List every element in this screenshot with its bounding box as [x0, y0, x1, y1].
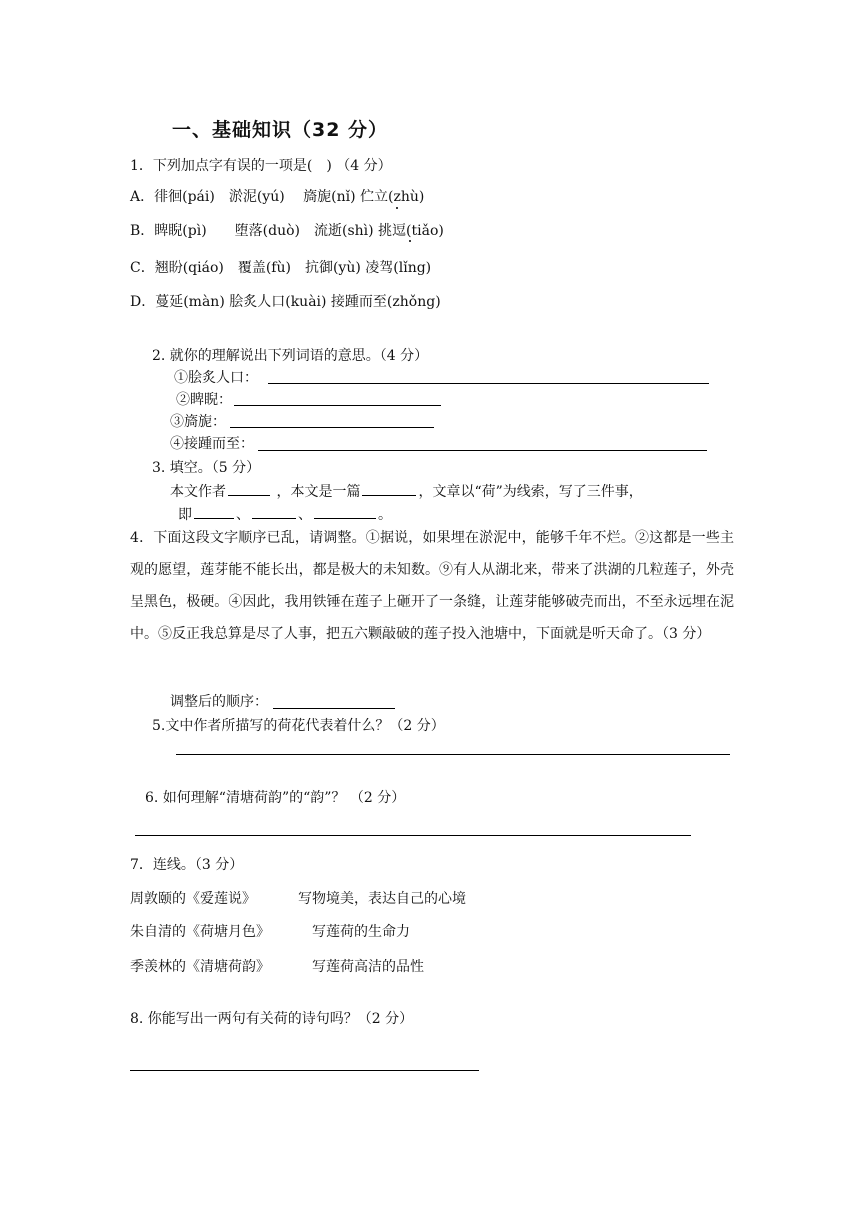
blank[interactable]: [362, 481, 416, 496]
emphasis-dot: [396, 207, 398, 209]
q7-left-1: 周敦颐的《爱莲说》: [130, 891, 256, 907]
q2-item-1: ①脍炙人口：: [174, 370, 258, 386]
q3-stem: 3. 填空。（5 分）: [152, 460, 261, 476]
q4-text: 4．下面这段文字顺序已乱，请调整。①据说，如果埋在淤泥中，能够千年不烂。②这都是一些主观的愿望，莲芽能不能长出，都是极大的未知数。⑨有人从湖北来，带来了洪湖的几粒莲子，外壳呈黑色，极硬。④因此，我用铁锤在莲子上砸开了一条缝，让莲芽能够破壳而出，不至永远埋在泥中。⑤反正我总算是尽了人事，把五六颗敲破的莲子投入池塘中，下面就是听天命了。（3 分）: [130, 530, 734, 642]
q2-item-2: ②睥睨：: [176, 392, 232, 408]
q5-stem: 5.文中作者所描写的荷花代表着什么？（2 分）: [152, 718, 445, 734]
answer-line[interactable]: [234, 405, 441, 406]
q3-text: 即: [178, 507, 192, 523]
q2-item-3: ③旖旎：: [170, 414, 226, 430]
q4-answer-label: 调整后的顺序：: [170, 694, 268, 710]
q7-left-2: 朱自清的《荷塘月色》: [130, 924, 270, 940]
answer-line[interactable]: [130, 1070, 479, 1071]
q3-text: 本文作者: [170, 484, 226, 500]
q2-stem: 2. 就你的理解说出下列词语的意思。（4 分）: [152, 348, 429, 364]
q3-text: 、: [236, 507, 250, 523]
q7-right-3: 写莲荷高洁的品性: [312, 959, 424, 975]
q6-stem: 6. 如何理解“清塘荷韵”的“韵”？ （2 分）: [145, 790, 406, 806]
answer-line[interactable]: [230, 427, 434, 428]
q3-text: ，本文是一篇: [276, 484, 361, 500]
section-title: 一、基础知识（32 分）: [172, 119, 389, 141]
q1-option-b: B．睥睨(pì) 堕落(duò) 流逝(shì) 挑逗(tiǎo): [130, 223, 444, 239]
blank[interactable]: [252, 504, 296, 519]
answer-line[interactable]: [273, 708, 395, 709]
answer-line[interactable]: [268, 383, 709, 384]
q7-right-1: 写物境美，表达自己的心境: [298, 891, 466, 907]
q7-left-3: 季羡林的《清塘荷韵》: [130, 959, 270, 975]
q7-stem: 7．连线。（3 分）: [130, 857, 244, 873]
blank[interactable]: [314, 504, 376, 519]
emphasis-dot: [409, 240, 411, 242]
q3-line-2: [178, 504, 392, 524]
q3-text: ，文章以“荷”为线索，写了三件事，: [418, 484, 643, 500]
q7-right-2: 写莲荷的生命力: [312, 924, 410, 940]
blank[interactable]: [228, 481, 270, 496]
q3-line-1: [170, 481, 643, 501]
q1-option-c: C．翘盼(qiáo) 覆盖(fù) 抗御(yù) 凌驾(lǐng): [130, 260, 432, 276]
q2-item-4: ④接踵而至：: [170, 436, 254, 452]
q8-stem: 8. 你能写出一两句有关荷的诗句吗？（2 分）: [130, 1011, 414, 1027]
q3-text: 。: [378, 507, 392, 523]
answer-line[interactable]: [258, 450, 707, 451]
q1-option-d: D．蔓延(màn) 脍炙人口(kuài) 接踵而至(zhǒng): [130, 294, 441, 310]
blank[interactable]: [194, 504, 234, 519]
answer-line[interactable]: [176, 754, 730, 755]
q3-text: 、: [298, 507, 312, 523]
q1-stem: 1．下列加点字有误的一项是( ) （4 分）: [130, 158, 392, 174]
q1-option-a: A．徘徊(pái) 淤泥(yú) 旖旎(nǐ) 伫立(zhù): [130, 189, 425, 205]
answer-line[interactable]: [135, 835, 691, 836]
